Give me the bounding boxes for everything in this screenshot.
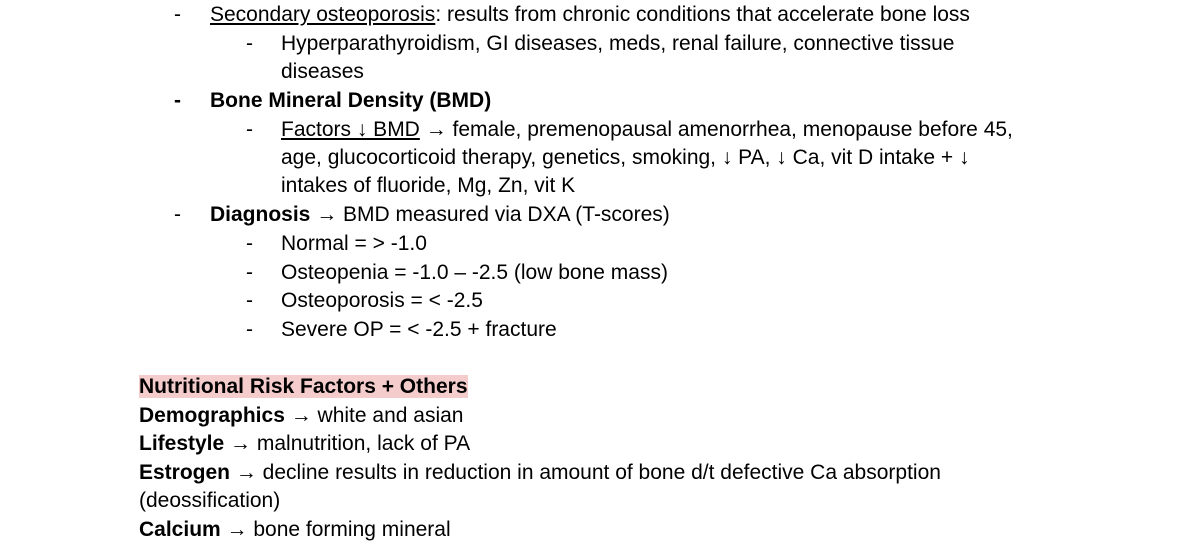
estrogen-desc: → decline results in reduction in amount of bone d/t defective Ca absorption [230,461,941,484]
estrogen-line-1 [139,459,941,487]
demographics-line [139,402,463,430]
bmd-factors-line-1 [281,116,1013,144]
calcium-desc: → bone forming mineral [220,518,451,541]
lifestyle-line [139,430,470,458]
diagnosis-item-osteopenia: Osteopenia = -1.0 – -2.5 (low bone mass) [281,261,668,284]
bmd-factors-line-3: intakes of fluoride, Mg, Zn, vit K [281,174,576,197]
bullet-dash: - [246,32,253,55]
bmd-factors-term: Factors ↓ BMD [281,118,420,141]
secondary-osteoporosis-desc: : results from chronic conditions that accelerate bone loss [435,3,970,26]
lifestyle-term: Lifestyle [139,432,225,455]
diagnosis-item-severe-op: Severe OP = < -2.5 + fracture [281,318,557,341]
estrogen-term: Estrogen [139,461,231,484]
lifestyle-desc: → malnutrition, lack of PA [224,432,471,455]
calcium-line [139,516,451,544]
bullet-dash: - [246,318,253,341]
secondary-causes-line-1: Hyperparathyroidism, GI diseases, meds, renal failure, connective tissue [281,32,955,55]
diagnosis-item-normal: Normal = > -1.0 [281,232,427,255]
bullet-dash: - [246,289,253,312]
risk-heading-highlight: Nutritional Risk Factors + Others [139,375,468,398]
secondary-causes-line-2: diseases [281,60,364,83]
diagnosis-line [210,201,670,229]
risk-heading [139,373,468,401]
bmd-factors-line-2: age, glucocorticoid therapy, genetics, smoking, ↓ PA, ↓ Ca, vit D intake + ↓ [281,146,970,169]
bullet-dash: - [246,232,253,255]
demographics-desc: → white and asian [284,404,464,427]
bullet-dash: - [246,118,253,141]
bullet-dash: - [174,203,181,226]
bmd-factors-desc: → female, premenopausal amenorrhea, menopause before 45, [419,118,1013,141]
calcium-term: Calcium [139,518,221,541]
bullet-dash: - [174,3,181,26]
secondary-osteoporosis-term: Secondary osteoporosis [210,3,436,26]
diagnosis-desc: → BMD measured via DXA (T-scores) [310,203,670,226]
bmd-heading: Bone Mineral Density (BMD) [210,89,492,112]
estrogen-line-2: (deossification) [139,489,281,512]
demographics-term: Demographics [139,404,285,427]
diagnosis-term: Diagnosis [210,203,311,226]
diagnosis-item-osteoporosis: Osteoporosis = < -2.5 [281,289,483,312]
bullet-dash: - [246,261,253,284]
secondary-osteoporosis-line [210,1,970,29]
bullet-dash: - [174,89,181,112]
